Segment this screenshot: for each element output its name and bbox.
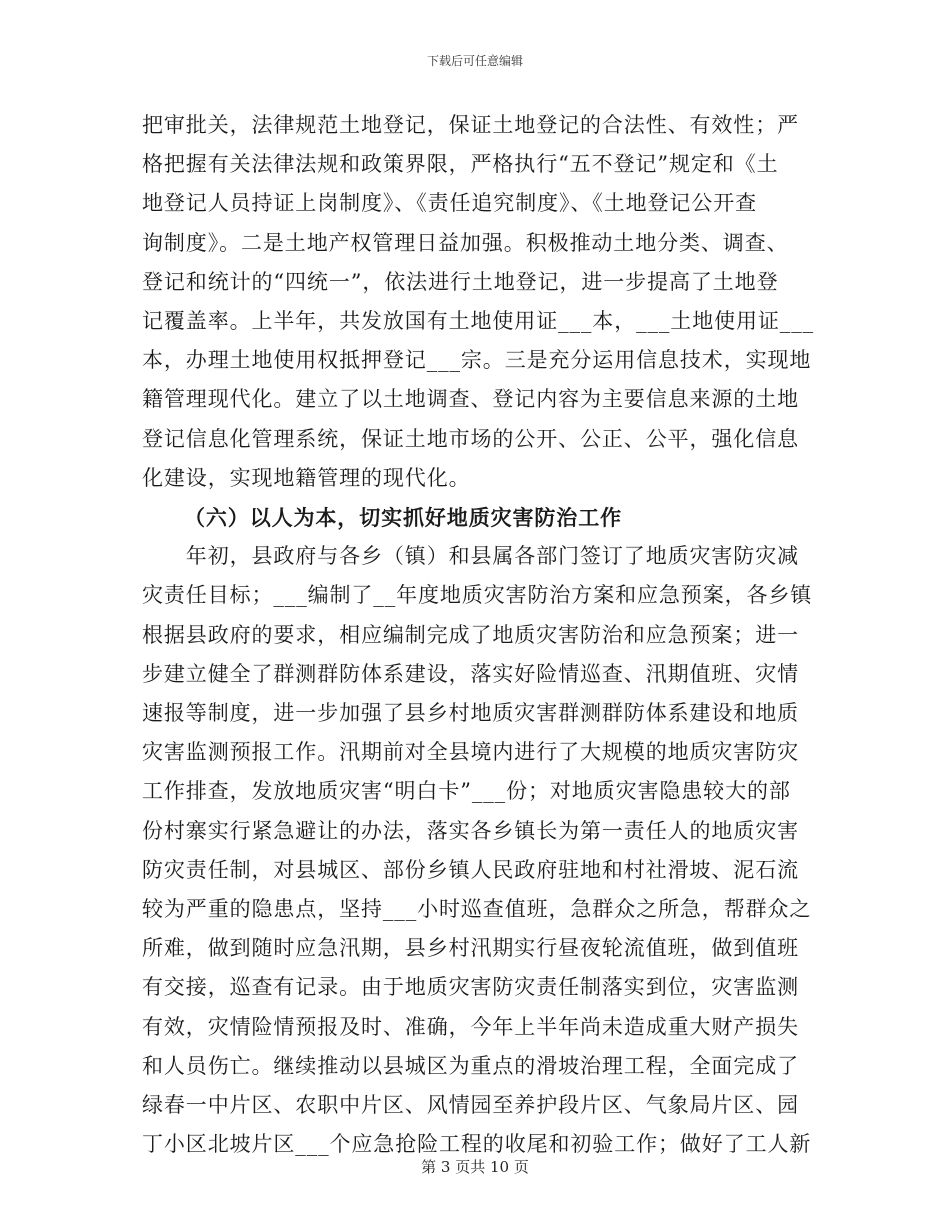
text-line: 年初，县政府与各乡（镇）和县属各部门签订了地质灾害防灾减 [142, 544, 799, 569]
text-line: 登记信息化管理系统，保证土地市场的公开、公正、公平，强化信息 [142, 426, 799, 451]
page-number: 第 3 页共 10 页 [421, 1158, 529, 1176]
paragraph-geological-disaster [142, 537, 813, 1164]
page-header-note: 下载后可任意编辑 [426, 54, 523, 68]
text-line: 格把握有关法律法规和政策界限，严格执行“五不登记”规定和《土 [142, 152, 779, 177]
text-line: 步建立健全了群测群防体系建设，落实好险情巡查、汛期值班、灾情 [142, 661, 799, 686]
text-line: 登记和统计的“四统一”，依法进行土地登记，进一步提高了土地登 [142, 269, 779, 294]
text-line: 绿春一中片区、农职中片区、风情园至养护段片区、气象局片区、园 [142, 1093, 799, 1118]
text-line: 速报等制度，进一步加强了县乡村地质灾害群测群防体系建设和地质 [142, 701, 799, 726]
text-line: 较为严重的隐患点，坚持___小时巡查值班，急群众之所急，帮群众之 [142, 897, 812, 922]
text-line: 有交接，巡查有记录。由于地质灾害防灾责任制落实到位，灾害监测 [142, 975, 799, 1000]
document-body [142, 106, 814, 1164]
text-line: 地登记人员持证上岗制度》、《责任追究制度》、《土地登记公开查 [142, 191, 757, 216]
text-line: 丁小区北坡片区___个应急抢险工程的收尾和初验工作；做好了工人新 [142, 1132, 812, 1157]
text-line: 把审批关，法律规范土地登记，保证土地登记的合法性、有效性；严 [142, 113, 799, 137]
text-line: 防灾责任制，对县城区、部份乡镇人民政府驻地和村社滑坡、泥石流 [142, 857, 799, 882]
text-line: 有效，灾情险情预报及时、准确，今年上半年尚未造成重大财产损失 [142, 1014, 799, 1039]
text-line: 籍管理现代化。建立了以土地调查、登记内容为主要信息来源的土地 [142, 387, 799, 412]
text-line: 工作排查，发放地质灾害“明白卡”___份；对地质灾害隐患较大的部 [142, 779, 791, 804]
text-line: 化建设，实现地籍管理的现代化。 [142, 465, 471, 490]
text-line: 根据县政府的要求，相应编制完成了地质灾害防治和应急预案；进一 [142, 622, 799, 647]
text-line: 份村寨实行紧急避让的办法，落实各乡镇长为第一责任人的地质灾害 [142, 818, 799, 843]
text-line: 询制度》。二是土地产权管理日益加强。积极推动土地分类、调查、 [142, 230, 789, 255]
text-line: 灾责任目标；___编制了__年度地质灾害防治方案和应急预案，各乡镇 [142, 583, 813, 608]
text-line: 灾害监测预报工作。汛期前对全县境内进行了大规模的地质灾害防灾 [142, 740, 799, 765]
text-line: 本，办理土地使用权抵押登记___宗。三是充分运用信息技术，实现地 [142, 348, 812, 373]
section-heading: （六）以人为本，切实抓好地质灾害防治工作 [184, 505, 622, 531]
paragraph-land-registration [142, 106, 814, 498]
text-line: 所难，做到随时应急汛期，县乡村汛期实行昼夜轮流值班，做到值班 [142, 936, 799, 961]
text-line: 记覆盖率。上半年，共发放国有土地使用证___本，___土地使用证___ [142, 309, 814, 334]
text-line: 和人员伤亡。继续推动以县城区为重点的滑坡治理工程，全面完成了 [142, 1053, 799, 1078]
